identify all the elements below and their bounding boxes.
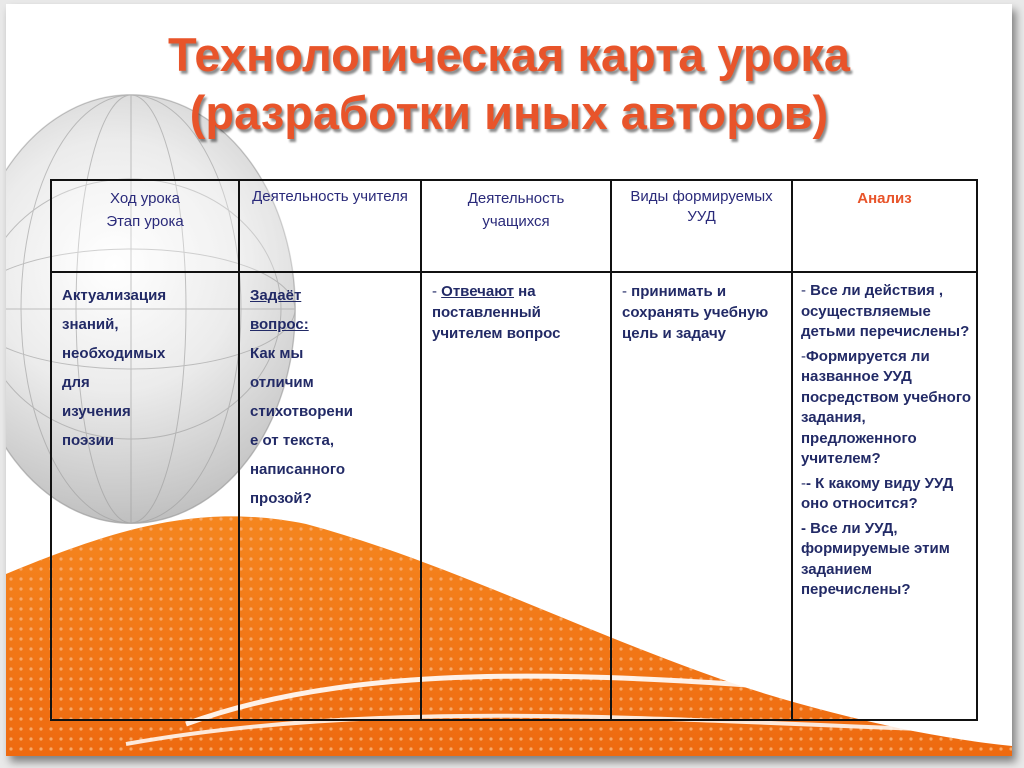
teacher-line: прозой? (250, 490, 312, 507)
header-col2-text: Деятельность учителя (252, 188, 408, 205)
table-row (51, 272, 977, 720)
analysis-item (801, 281, 972, 343)
title-line-2: (разработки иных авторов) (189, 86, 829, 139)
stage-line: изучения (62, 403, 131, 420)
analysis-dash: - (801, 474, 806, 492)
stage-line: необходимых (62, 345, 166, 362)
teacher-line: стихотворени (250, 403, 353, 420)
lesson-map-table (50, 179, 978, 721)
header-col1-line1: Ход урока (109, 190, 181, 207)
header-col1-line2: Этап урока (106, 213, 184, 230)
stage-line: поэзии (62, 432, 115, 449)
slide-title (6, 26, 1012, 142)
stage-line: Актуализация (62, 287, 167, 304)
stage-line: для (62, 374, 90, 391)
analysis-item (801, 347, 972, 470)
cell-teacher-activity (239, 272, 421, 720)
analysis-text: Формируется ли названное УУД посредством учебного задания, предложенного учителем? (801, 347, 972, 467)
title-line-1: Технологическая карта урока (167, 28, 851, 81)
teacher-line: е от текста, (250, 432, 335, 449)
analysis-item (801, 519, 972, 601)
cell-lesson-stage (51, 272, 239, 720)
uud-dash: - (622, 283, 632, 300)
analysis-text: - К какому виду УУД оно относится? (801, 474, 954, 512)
teacher-line: отличим (250, 374, 314, 391)
header-uud-types (611, 180, 792, 272)
stage-line: знаний, (62, 316, 119, 333)
teacher-lead: вопрос: (250, 316, 309, 333)
uud-text (622, 281, 783, 344)
teacher-line: Как мы (250, 345, 304, 362)
analysis-text: - Все ли УУД, формируемые этим заданием перечислены? (801, 519, 950, 598)
header-student-activity (421, 180, 611, 272)
cell-student-activity (421, 272, 611, 720)
teacher-lead: Задаёт (250, 287, 302, 304)
header-col3-line1: Деятельность (467, 190, 565, 207)
student-dash: - (432, 283, 442, 300)
student-activity-text (432, 281, 602, 344)
student-verb: Отвечают (441, 283, 515, 300)
slide (6, 4, 1012, 756)
header-teacher-activity (239, 180, 421, 272)
analysis-dash: - (801, 282, 811, 299)
uud-body: принимать и сохранять учебную цель и задачу (622, 283, 769, 342)
header-col5-text: Анализ (857, 190, 912, 207)
header-col4-text: Виды формируемых УУД (630, 188, 773, 225)
table-header-row (51, 180, 977, 272)
header-lesson-stage (51, 180, 239, 272)
analysis-text: Все ли действия , осуществляемые детьми перечислены? (801, 282, 970, 340)
header-col3-line2: учащихся (482, 213, 550, 230)
analysis-item (801, 474, 972, 515)
cell-uud-types (611, 272, 792, 720)
header-analysis (792, 180, 977, 272)
cell-analysis (792, 272, 977, 720)
analysis-dash: - (801, 347, 806, 365)
student-rest: на поставленный учителем вопрос (432, 283, 561, 342)
teacher-line: написанного (250, 461, 346, 478)
